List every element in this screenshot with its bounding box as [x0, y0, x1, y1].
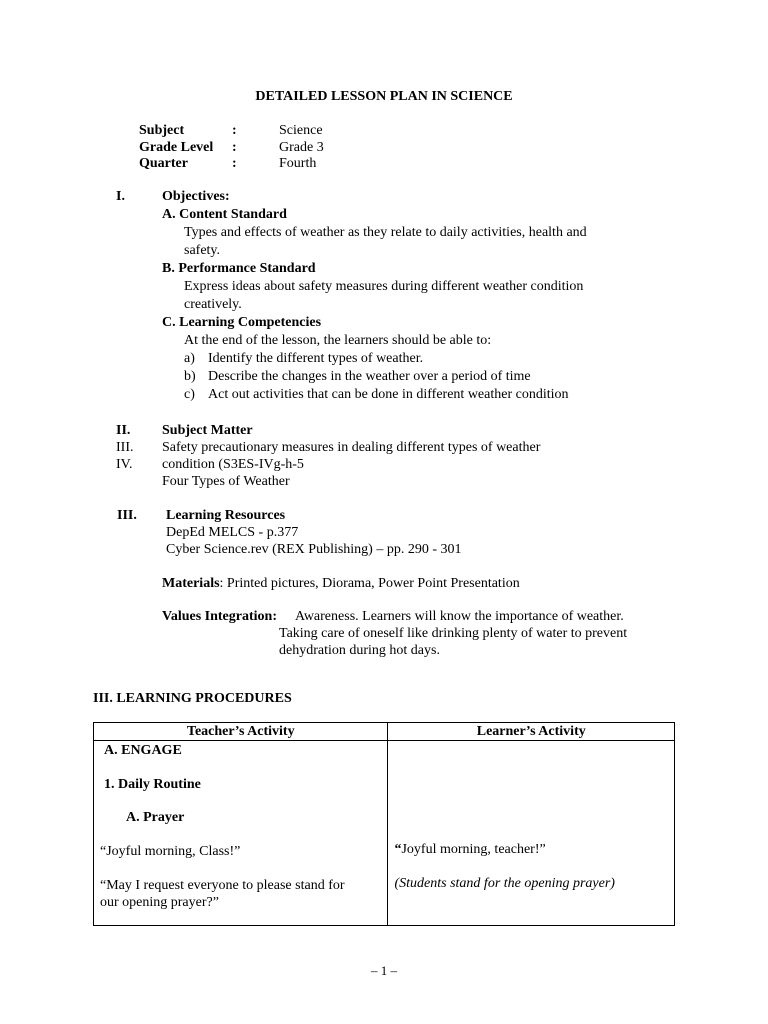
performance-standard-text: Express ideas about safety measures during different weather condition: [184, 279, 584, 294]
subject-matter-heading: Subject Matter: [162, 423, 253, 438]
resource-item: Cyber Science.rev (REX Publishing) – pp. 290 - 301: [166, 542, 462, 557]
learner-action: (Students stand for the opening prayer): [394, 876, 615, 891]
teacher-greeting: “Joyful morning, Class!”: [100, 844, 241, 859]
performance-standard-heading: B. Performance Standard: [162, 261, 316, 276]
learning-competencies-intro: At the end of the lesson, the learners should be able to:: [184, 333, 492, 348]
list-item: Identify the different types of weather.: [208, 351, 424, 366]
table-row: [94, 741, 675, 926]
info-label-grade-level: Grade Level: [139, 140, 214, 155]
learner-greeting-text: Joyful morning, teacher!”: [401, 842, 546, 857]
info-value-grade-level: Grade 3: [279, 140, 324, 155]
learner-activity-cell: [388, 741, 675, 926]
open-quote: “: [394, 842, 402, 857]
info-label-subject: Subject: [139, 123, 185, 138]
content-standard-heading: A. Content Standard: [162, 207, 287, 222]
materials-label: Materials: [162, 576, 220, 591]
section-numeral: IV.: [116, 457, 133, 472]
prayer-heading: A. Prayer: [126, 810, 185, 825]
procedures-table: [93, 722, 675, 926]
procedures-heading: III. LEARNING PROCEDURES: [93, 691, 292, 706]
learner-greeting: [394, 841, 545, 858]
section-numeral: I.: [116, 189, 125, 204]
info-colon: :: [232, 123, 237, 138]
performance-standard-text: creatively.: [184, 297, 242, 312]
content-standard-text: Types and effects of weather as they relate to daily activities, health and: [184, 225, 587, 240]
list-marker: b): [184, 369, 196, 384]
teacher-request: “May I request everyone to please stand for: [100, 878, 345, 893]
column-header-learner: Learner’s Activity: [388, 723, 675, 741]
objectives-heading: Objectives:: [162, 189, 230, 204]
teacher-activity-cell: [94, 741, 388, 926]
resource-item: DepEd MELCS - p.377: [166, 525, 299, 540]
list-item: Describe the changes in the weather over a period of time: [208, 369, 531, 384]
info-label-quarter: Quarter: [139, 156, 188, 171]
list-marker: a): [184, 351, 195, 366]
page-title: DETAILED LESSON PLAN IN SCIENCE: [255, 89, 513, 104]
list-item: Act out activities that can be done in different weather condition: [208, 387, 569, 402]
learning-competencies-heading: C. Learning Competencies: [162, 315, 322, 330]
info-colon: :: [232, 140, 237, 155]
values-integration-label: Values Integration:: [162, 609, 277, 624]
section-numeral: III.: [116, 440, 134, 455]
section-numeral: III.: [117, 508, 137, 523]
values-integration-text: Awareness. Learners will know the importance of weather.: [295, 609, 624, 624]
values-integration-text: Taking care of oneself like drinking plenty of water to prevent: [279, 626, 628, 641]
learning-resources-heading: Learning Resources: [166, 508, 286, 523]
list-marker: c): [184, 387, 195, 402]
info-value-quarter: Fourth: [279, 156, 317, 171]
values-integration-text: dehydration during hot days.: [279, 643, 440, 658]
subject-matter-text: Safety precautionary measures in dealing different types of weather: [162, 440, 541, 455]
teacher-request: our opening prayer?”: [100, 895, 219, 910]
materials-text: : Printed pictures, Diorama, Power Point Presentation: [219, 576, 520, 591]
info-colon: :: [232, 156, 237, 171]
page-number: – 1 –: [371, 963, 397, 978]
section-numeral: II.: [116, 423, 131, 438]
engage-heading: A. ENGAGE: [104, 743, 182, 758]
content-standard-text: safety.: [184, 243, 221, 258]
table-header-row: [94, 723, 675, 741]
daily-routine-heading: 1. Daily Routine: [104, 777, 201, 792]
materials-line: [162, 575, 520, 592]
subject-matter-text: condition (S3ES-IVg-h-5: [162, 457, 304, 472]
subject-matter-topic: Four Types of Weather: [162, 474, 290, 489]
column-header-teacher: Teacher’s Activity: [94, 723, 388, 741]
info-value-subject: Science: [279, 123, 323, 138]
